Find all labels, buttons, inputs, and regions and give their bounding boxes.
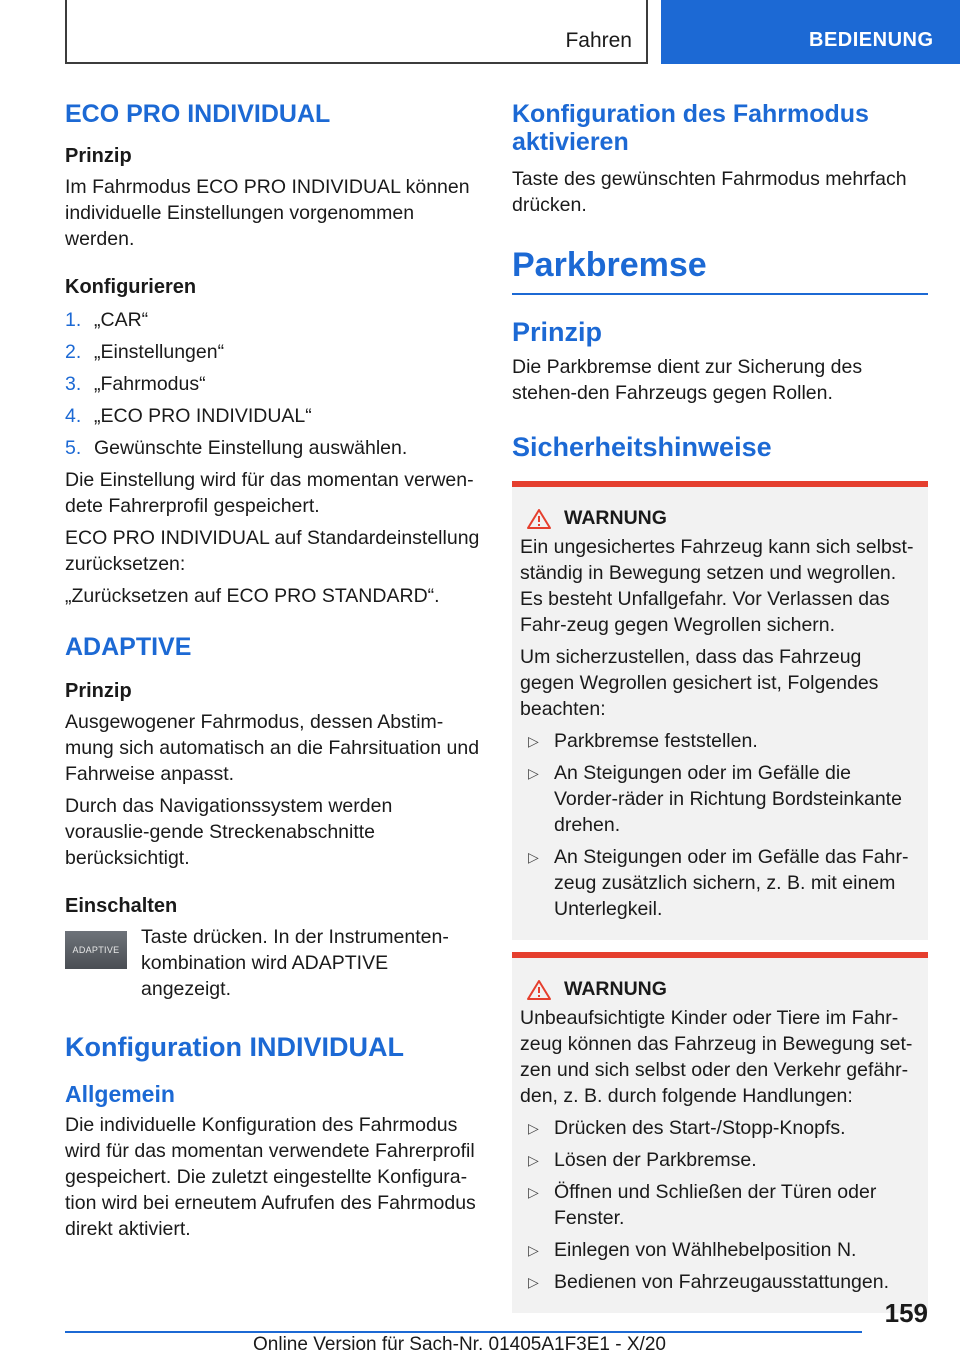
parkbremse-title: Parkbremse: [512, 246, 707, 284]
list-item: ▷ Lösen der Parkbremse.: [528, 1149, 757, 1171]
right-column: [512, 100, 928, 1313]
enable-text: Taste drücken. In der Instrumenten-kombination wird ADAPTIVE angezeigt.: [141, 926, 449, 1000]
enable-row: [65, 924, 480, 1002]
list-item: 5. Gewünschte Einstellung auswählen.: [65, 437, 408, 459]
warning-label: WARNUNG: [564, 507, 667, 529]
list-item: ▷ An Steigungen oder im Gefälle das Fahr-zeug zusätzlich sichern, z. B. mit einem Unterlegkeil.: [528, 846, 909, 920]
warning-box: [512, 952, 928, 1313]
prinzip-text: Die Parkbremse dient zur Sicherung des stehen-den Fahrzeugs gegen Rollen.: [512, 356, 863, 404]
warning-box: [512, 481, 928, 940]
warning-text: Ein ungesichertes Fahrzeug kann sich selbst-ständig in Bewegung setzen und wegrollen. Es besteht Unfallgefahr. Vor Verlassen das Fahr-zeug gegen Wegrollen sichern.: [520, 536, 914, 636]
warning-label: WARNUNG: [564, 978, 667, 1000]
general-heading: Allgemein: [65, 1081, 175, 1107]
warning-header: [520, 507, 920, 530]
adaptive-title: ADAPTIVE: [65, 633, 192, 661]
eco-principle-text: Im Fahrmodus ECO PRO INDIVIDUAL können individuelle Einstellungen vorgenommen werden.: [65, 176, 470, 250]
warning-text: Um sicherzustellen, dass das Fahrzeug gegen Wegrollen gesichert ist, Folgendes beachten:: [520, 646, 879, 720]
list-item: 2. „Einstellungen“: [65, 341, 225, 363]
header-section-box: [65, 0, 648, 64]
warning-triangle-icon: [526, 979, 552, 1001]
list-item: ▷ Einlegen von Wählhebelposition N.: [528, 1239, 857, 1261]
triangle-bullet-icon: ▷: [528, 1120, 539, 1136]
adaptive-button-icon: ADAPTIVE: [65, 931, 127, 969]
triangle-bullet-icon: ▷: [528, 765, 539, 781]
warning-header: [520, 978, 920, 1001]
adaptive-principle-text: Ausgewogener Fahrmodus, dessen Abstim-mung sich automatisch an die Fahrsituation und Fahrweise anpasst.: [65, 711, 480, 785]
page-number: 159: [884, 1298, 928, 1328]
reset-text: ECO PRO INDIVIDUAL auf Standardeinstellung zurücksetzen:: [65, 527, 480, 575]
warning-text: Unbeaufsichtigte Kinder oder Tiere im Fahr-zeug können das Fahrzeug in Bewegung set-zen und sich selbst oder den Verkehr gefähr-den, z. B. durch folgende Handlungen:: [520, 1007, 913, 1107]
header-chapter-tab: [661, 0, 960, 64]
list-item: ▷ Öffnen und Schließen der Türen oder Fenster.: [528, 1181, 877, 1229]
configure-steps: [65, 307, 480, 461]
triangle-bullet-icon: ▷: [528, 849, 539, 865]
left-column: [65, 100, 480, 1242]
eco-title: ECO PRO INDIVIDUAL: [65, 100, 331, 128]
triangle-bullet-icon: ▷: [528, 1152, 539, 1168]
adaptive-principle-heading: Prinzip: [65, 680, 132, 702]
prinzip-title: Prinzip: [512, 317, 603, 347]
saved-text: Die Einstellung wird für das momentan verwen-dete Fahrerprofil gespeichert.: [65, 469, 474, 517]
warning-list: [520, 1115, 920, 1295]
configure-heading: Konfigurieren: [65, 276, 197, 298]
footer-rule: [65, 1331, 862, 1333]
warning-triangle-icon: [526, 508, 552, 530]
activate-text: Taste des gewünschten Fahrmodus mehrfach drücken.: [512, 168, 907, 216]
general-text: Die individuelle Konfiguration des Fahrmodus wird für das momentan verwendete Fahrerprofil gespeichert. Die zuletzt eingestellte Konfigura-tion wird bei erneutem Aufrufen des Fahrmodus direkt aktiviert.: [65, 1114, 476, 1240]
title-rule: [512, 293, 928, 295]
list-item: 1. „CAR“: [65, 309, 149, 331]
safety-title: Sicherheitshinweise: [512, 432, 772, 462]
list-item: 4. „ECO PRO INDIVIDUAL“: [65, 405, 312, 427]
triangle-bullet-icon: ▷: [528, 733, 539, 749]
triangle-bullet-icon: ▷: [528, 1274, 539, 1290]
list-item: ▷ Bedienen von Fahrzeugausstattungen.: [528, 1271, 889, 1293]
reset-item: „Zurücksetzen auf ECO PRO STANDARD“.: [65, 585, 440, 607]
footer-online-version: Online Version für Sach-Nr. 01405A1F3E1 - X/20: [253, 1334, 666, 1355]
list-item: ▷ Parkbremse feststellen.: [528, 730, 758, 752]
triangle-bullet-icon: ▷: [528, 1242, 539, 1258]
enable-heading: Einschalten: [65, 895, 178, 917]
individual-title: Konfiguration INDIVIDUAL: [65, 1032, 404, 1062]
adaptive-nav-text: Durch das Navigationssystem werden vorauslie-gende Streckenabschnitte berücksichtigt.: [65, 795, 393, 869]
triangle-bullet-icon: ▷: [528, 1184, 539, 1200]
list-item: ▷ An Steigungen oder im Gefälle die Vorder-räder in Richtung Bordsteinkante drehen.: [528, 762, 902, 836]
list-item: ▷ Drücken des Start-/Stopp-Knopfs.: [528, 1117, 846, 1139]
header-section-label: Fahren: [565, 29, 632, 52]
warning-list: [520, 728, 920, 922]
list-item: 3. „Fahrmodus“: [65, 373, 206, 395]
activate-title: Konfiguration des Fahrmodus aktivieren: [512, 100, 869, 156]
eco-principle-heading: Prinzip: [65, 145, 132, 167]
header-chapter-label: BEDIENUNG: [809, 29, 934, 51]
